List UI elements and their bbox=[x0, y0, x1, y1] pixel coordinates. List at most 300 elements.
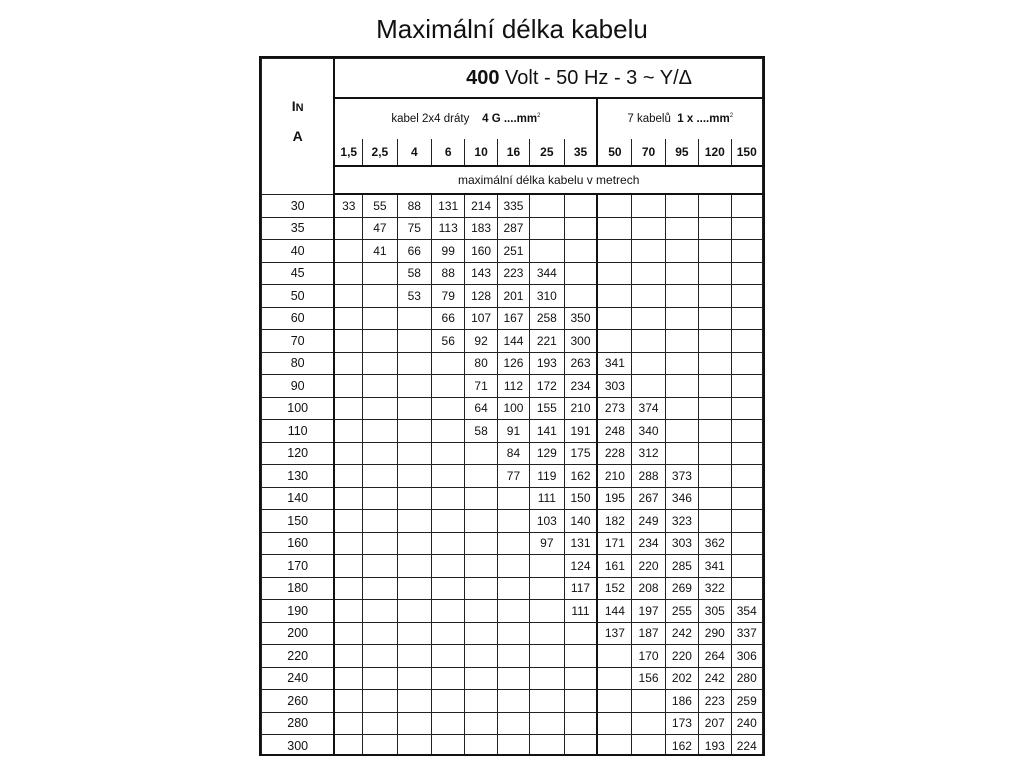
length-cell bbox=[363, 465, 397, 488]
length-cell bbox=[699, 375, 731, 398]
length-cell bbox=[632, 690, 665, 713]
length-cell: 92 bbox=[465, 330, 497, 353]
length-cell: 267 bbox=[632, 487, 665, 510]
current-cell: 110 bbox=[262, 420, 335, 443]
length-cell: 126 bbox=[497, 352, 529, 375]
length-cell bbox=[363, 712, 397, 735]
length-cell: 195 bbox=[597, 487, 631, 510]
page-title: Maximální délka kabelu bbox=[376, 14, 648, 44]
table-row bbox=[262, 600, 763, 623]
length-cell bbox=[363, 420, 397, 443]
length-cell: 124 bbox=[564, 555, 597, 578]
current-column-header bbox=[262, 59, 335, 195]
length-cell bbox=[731, 397, 763, 420]
table-row bbox=[262, 487, 763, 510]
length-cell: 228 bbox=[597, 442, 631, 465]
length-cell bbox=[731, 352, 763, 375]
length-cell: 303 bbox=[597, 375, 631, 398]
length-cell bbox=[530, 194, 564, 217]
length-cell bbox=[465, 622, 497, 645]
table-row bbox=[262, 240, 763, 263]
length-cell bbox=[397, 667, 431, 690]
gauge-header-cell: 1,5 bbox=[334, 139, 362, 166]
length-cell bbox=[432, 577, 465, 600]
length-cell: 201 bbox=[497, 285, 529, 308]
length-cell bbox=[530, 217, 564, 240]
length-cell: 170 bbox=[632, 645, 665, 668]
table-row bbox=[262, 307, 763, 330]
length-cell: 341 bbox=[597, 352, 631, 375]
length-cell: 162 bbox=[665, 735, 698, 757]
length-cell bbox=[699, 330, 731, 353]
length-cell bbox=[465, 442, 497, 465]
length-cell bbox=[465, 735, 497, 757]
length-cell: 335 bbox=[497, 194, 529, 217]
length-cell bbox=[699, 510, 731, 533]
length-cell bbox=[397, 735, 431, 757]
length-cell bbox=[731, 465, 763, 488]
length-cell bbox=[597, 307, 631, 330]
length-cell bbox=[334, 532, 362, 555]
length-cell bbox=[334, 622, 362, 645]
table-row bbox=[262, 712, 763, 735]
length-cell bbox=[731, 510, 763, 533]
gauge-header-cell: 35 bbox=[564, 139, 597, 166]
length-cell bbox=[564, 667, 597, 690]
length-cell bbox=[363, 735, 397, 757]
current-cell: 45 bbox=[262, 262, 335, 285]
length-cell bbox=[397, 645, 431, 668]
length-cell bbox=[497, 555, 529, 578]
length-cell bbox=[397, 555, 431, 578]
length-cell: 312 bbox=[632, 442, 665, 465]
length-cell bbox=[397, 352, 431, 375]
length-cell bbox=[334, 667, 362, 690]
length-cell bbox=[497, 487, 529, 510]
length-cell bbox=[530, 622, 564, 645]
length-cell: 221 bbox=[530, 330, 564, 353]
length-cell: 259 bbox=[731, 690, 763, 713]
length-cell bbox=[497, 667, 529, 690]
length-cell bbox=[564, 194, 597, 217]
length-cell: 66 bbox=[397, 240, 431, 263]
length-cell: 84 bbox=[497, 442, 529, 465]
length-cell: 100 bbox=[497, 397, 529, 420]
length-cell bbox=[699, 217, 731, 240]
current-cell: 180 bbox=[262, 577, 335, 600]
length-cell: 287 bbox=[497, 217, 529, 240]
group-header-7-cables bbox=[597, 98, 762, 139]
length-cell bbox=[632, 735, 665, 757]
length-cell: 305 bbox=[699, 600, 731, 623]
length-cell bbox=[334, 442, 362, 465]
length-cell bbox=[497, 532, 529, 555]
table-row bbox=[262, 667, 763, 690]
length-cell bbox=[465, 577, 497, 600]
length-cell: 140 bbox=[564, 510, 597, 533]
length-cell bbox=[731, 487, 763, 510]
current-cell: 70 bbox=[262, 330, 335, 353]
length-cell bbox=[497, 510, 529, 533]
length-cell bbox=[334, 510, 362, 533]
length-cell bbox=[334, 420, 362, 443]
length-cell bbox=[731, 307, 763, 330]
length-cell: 91 bbox=[497, 420, 529, 443]
length-cell: 144 bbox=[597, 600, 631, 623]
length-cell: 80 bbox=[465, 352, 497, 375]
length-cell bbox=[397, 600, 431, 623]
group1-label: kabel 2x4 dráty bbox=[391, 113, 470, 125]
length-cell bbox=[432, 397, 465, 420]
length-cell bbox=[597, 712, 631, 735]
length-cell bbox=[731, 420, 763, 443]
length-cell bbox=[363, 510, 397, 533]
length-cell bbox=[465, 712, 497, 735]
length-cell bbox=[334, 375, 362, 398]
length-cell: 173 bbox=[665, 712, 698, 735]
length-cell bbox=[699, 240, 731, 263]
length-cell: 58 bbox=[397, 262, 431, 285]
length-cell bbox=[530, 600, 564, 623]
gauge-header-cell: 120 bbox=[699, 139, 731, 166]
length-cell bbox=[699, 442, 731, 465]
length-cell bbox=[632, 262, 665, 285]
length-cell: 242 bbox=[665, 622, 698, 645]
current-cell: 100 bbox=[262, 397, 335, 420]
length-cell bbox=[597, 240, 631, 263]
table-row bbox=[262, 510, 763, 533]
length-cell: 224 bbox=[731, 735, 763, 757]
length-cell: 113 bbox=[432, 217, 465, 240]
length-cell: 290 bbox=[699, 622, 731, 645]
length-cell bbox=[397, 465, 431, 488]
length-cell bbox=[334, 465, 362, 488]
length-cell bbox=[665, 217, 698, 240]
length-cell bbox=[731, 194, 763, 217]
gauge-header-cell: 50 bbox=[597, 139, 631, 166]
length-cell: 53 bbox=[397, 285, 431, 308]
length-cell bbox=[432, 532, 465, 555]
table-row bbox=[262, 622, 763, 645]
length-cell bbox=[665, 397, 698, 420]
length-cell bbox=[564, 690, 597, 713]
length-cell bbox=[597, 262, 631, 285]
length-cell bbox=[363, 397, 397, 420]
gauge-header-cell: 4 bbox=[397, 139, 431, 166]
current-cell: 90 bbox=[262, 375, 335, 398]
length-cell bbox=[397, 420, 431, 443]
table-row bbox=[262, 555, 763, 578]
table-row bbox=[262, 352, 763, 375]
length-cell bbox=[665, 307, 698, 330]
length-cell bbox=[465, 465, 497, 488]
length-cell: 172 bbox=[530, 375, 564, 398]
current-subscript: N bbox=[295, 102, 304, 115]
length-cell: 141 bbox=[530, 420, 564, 443]
length-cell: 41 bbox=[363, 240, 397, 263]
length-cell: 161 bbox=[597, 555, 631, 578]
length-cell bbox=[665, 285, 698, 308]
length-cell: 75 bbox=[397, 217, 431, 240]
length-cell: 337 bbox=[731, 622, 763, 645]
length-cell bbox=[334, 307, 362, 330]
length-cell: 107 bbox=[465, 307, 497, 330]
length-cell: 373 bbox=[665, 465, 698, 488]
length-cell bbox=[731, 555, 763, 578]
table-row bbox=[262, 442, 763, 465]
length-cell bbox=[397, 397, 431, 420]
length-cell: 208 bbox=[632, 577, 665, 600]
length-cell bbox=[432, 712, 465, 735]
length-cell bbox=[731, 240, 763, 263]
length-cell: 306 bbox=[731, 645, 763, 668]
voltage-spec: Volt - 50 Hz - 3 ~ Y/Δ bbox=[499, 66, 692, 89]
length-cell: 210 bbox=[564, 397, 597, 420]
length-cell bbox=[334, 397, 362, 420]
length-cell bbox=[699, 465, 731, 488]
length-cell bbox=[597, 330, 631, 353]
length-cell bbox=[334, 600, 362, 623]
length-cell bbox=[497, 577, 529, 600]
length-cell bbox=[363, 330, 397, 353]
gauge-header-cell: 150 bbox=[731, 139, 763, 166]
length-cell: 240 bbox=[731, 712, 763, 735]
length-cell bbox=[465, 690, 497, 713]
group2-label: 7 kabelů bbox=[627, 113, 671, 125]
length-cell: 79 bbox=[432, 285, 465, 308]
length-cell bbox=[731, 330, 763, 353]
length-cell: 193 bbox=[530, 352, 564, 375]
length-cell bbox=[564, 735, 597, 757]
current-cell: 60 bbox=[262, 307, 335, 330]
gauge-header-cell: 25 bbox=[530, 139, 564, 166]
length-cell: 167 bbox=[497, 307, 529, 330]
length-cell bbox=[731, 285, 763, 308]
length-cell bbox=[397, 442, 431, 465]
length-cell: 300 bbox=[564, 330, 597, 353]
length-cell: 251 bbox=[497, 240, 529, 263]
length-cell: 280 bbox=[731, 667, 763, 690]
length-cell: 346 bbox=[665, 487, 698, 510]
length-cell bbox=[530, 735, 564, 757]
length-cell: 374 bbox=[632, 397, 665, 420]
length-cell bbox=[432, 690, 465, 713]
length-cell bbox=[363, 645, 397, 668]
length-cell bbox=[530, 577, 564, 600]
length-cell bbox=[597, 690, 631, 713]
length-cell: 187 bbox=[632, 622, 665, 645]
length-cell: 340 bbox=[632, 420, 665, 443]
current-cell: 40 bbox=[262, 240, 335, 263]
gauge-header-cell: 95 bbox=[665, 139, 698, 166]
group2-spec: 1 x ....mm bbox=[677, 113, 730, 125]
voltage-value: 400 bbox=[466, 66, 500, 89]
current-cell: 80 bbox=[262, 352, 335, 375]
length-cell: 128 bbox=[465, 285, 497, 308]
length-cell bbox=[334, 262, 362, 285]
current-symbol: I bbox=[291, 98, 296, 115]
length-cell bbox=[497, 712, 529, 735]
length-cell bbox=[397, 532, 431, 555]
group1-sup: 2 bbox=[537, 113, 541, 120]
length-cell bbox=[564, 285, 597, 308]
length-cell bbox=[432, 375, 465, 398]
length-cell bbox=[432, 510, 465, 533]
gauge-header-cell: 16 bbox=[497, 139, 529, 166]
length-cell bbox=[665, 330, 698, 353]
current-cell: 240 bbox=[262, 667, 335, 690]
length-cell bbox=[665, 442, 698, 465]
length-cell bbox=[497, 690, 529, 713]
length-cell: 255 bbox=[665, 600, 698, 623]
length-cell bbox=[530, 645, 564, 668]
length-cell bbox=[699, 420, 731, 443]
length-cell bbox=[432, 420, 465, 443]
table-row bbox=[262, 420, 763, 443]
length-cell: 66 bbox=[432, 307, 465, 330]
length-cell bbox=[363, 285, 397, 308]
length-cell bbox=[397, 577, 431, 600]
length-cell bbox=[530, 240, 564, 263]
length-cell bbox=[465, 645, 497, 668]
length-cell: 160 bbox=[465, 240, 497, 263]
length-cell bbox=[363, 487, 397, 510]
length-cell bbox=[432, 735, 465, 757]
length-cell: 207 bbox=[699, 712, 731, 735]
current-cell: 140 bbox=[262, 487, 335, 510]
table-row bbox=[262, 285, 763, 308]
length-cell: 182 bbox=[597, 510, 631, 533]
length-cell bbox=[632, 194, 665, 217]
length-cell: 350 bbox=[564, 307, 597, 330]
length-cell bbox=[363, 577, 397, 600]
length-cell bbox=[731, 217, 763, 240]
length-cell: 223 bbox=[497, 262, 529, 285]
length-cell bbox=[564, 622, 597, 645]
length-cell: 33 bbox=[334, 194, 362, 217]
gauge-header-cell: 10 bbox=[465, 139, 497, 166]
length-cell bbox=[397, 510, 431, 533]
length-cell bbox=[432, 487, 465, 510]
current-cell: 280 bbox=[262, 712, 335, 735]
length-cell: 162 bbox=[564, 465, 597, 488]
length-cell bbox=[363, 352, 397, 375]
cable-length-table bbox=[261, 58, 763, 756]
length-cell: 131 bbox=[564, 532, 597, 555]
length-cell: 191 bbox=[564, 420, 597, 443]
table-row bbox=[262, 397, 763, 420]
length-cell: 111 bbox=[530, 487, 564, 510]
length-cell bbox=[363, 375, 397, 398]
table-row bbox=[262, 465, 763, 488]
length-cell bbox=[363, 690, 397, 713]
length-cell: 71 bbox=[465, 375, 497, 398]
length-cell: 155 bbox=[530, 397, 564, 420]
length-cell bbox=[334, 645, 362, 668]
length-cell bbox=[465, 510, 497, 533]
length-cell bbox=[530, 712, 564, 735]
length-cell bbox=[699, 397, 731, 420]
current-cell: 160 bbox=[262, 532, 335, 555]
length-cell bbox=[334, 217, 362, 240]
length-cell bbox=[334, 690, 362, 713]
length-cell: 186 bbox=[665, 690, 698, 713]
length-cell bbox=[465, 667, 497, 690]
length-cell bbox=[432, 352, 465, 375]
length-cell: 285 bbox=[665, 555, 698, 578]
length-cell bbox=[432, 465, 465, 488]
length-cell: 344 bbox=[530, 262, 564, 285]
length-cell bbox=[334, 555, 362, 578]
length-cell: 197 bbox=[632, 600, 665, 623]
length-cell: 117 bbox=[564, 577, 597, 600]
length-cell: 220 bbox=[665, 645, 698, 668]
length-cell: 183 bbox=[465, 217, 497, 240]
length-cell bbox=[632, 285, 665, 308]
length-cell bbox=[334, 352, 362, 375]
length-cell bbox=[632, 375, 665, 398]
length-cell bbox=[497, 645, 529, 668]
length-cell bbox=[564, 217, 597, 240]
length-cell bbox=[731, 375, 763, 398]
length-cell bbox=[363, 532, 397, 555]
length-cell bbox=[632, 217, 665, 240]
length-cell: 171 bbox=[597, 532, 631, 555]
length-cell bbox=[731, 532, 763, 555]
length-cell bbox=[699, 262, 731, 285]
length-cell bbox=[665, 352, 698, 375]
current-cell: 130 bbox=[262, 465, 335, 488]
length-cell bbox=[497, 600, 529, 623]
length-cell: 210 bbox=[597, 465, 631, 488]
group-header-2x4 bbox=[334, 98, 597, 139]
length-cell bbox=[632, 352, 665, 375]
length-cell bbox=[699, 194, 731, 217]
current-cell: 50 bbox=[262, 285, 335, 308]
length-cell bbox=[334, 487, 362, 510]
length-cell bbox=[731, 442, 763, 465]
length-cell bbox=[564, 240, 597, 263]
length-cell bbox=[465, 487, 497, 510]
length-cell bbox=[432, 600, 465, 623]
length-cell: 248 bbox=[597, 420, 631, 443]
length-cell: 341 bbox=[699, 555, 731, 578]
length-cell bbox=[731, 262, 763, 285]
length-cell bbox=[334, 330, 362, 353]
length-cell: 323 bbox=[665, 510, 698, 533]
length-cell bbox=[334, 712, 362, 735]
length-cell bbox=[665, 262, 698, 285]
length-cell bbox=[665, 375, 698, 398]
length-cell bbox=[432, 622, 465, 645]
group2-sup: 2 bbox=[729, 113, 734, 120]
length-cell bbox=[699, 487, 731, 510]
length-cell: 258 bbox=[530, 307, 564, 330]
length-cell: 288 bbox=[632, 465, 665, 488]
length-cell: 322 bbox=[699, 577, 731, 600]
table-row bbox=[262, 330, 763, 353]
length-cell: 214 bbox=[465, 194, 497, 217]
length-cell bbox=[363, 555, 397, 578]
length-cell: 103 bbox=[530, 510, 564, 533]
length-cell bbox=[363, 307, 397, 330]
length-cell: 131 bbox=[432, 194, 465, 217]
current-cell: 35 bbox=[262, 217, 335, 240]
length-cell bbox=[564, 645, 597, 668]
length-cell: 129 bbox=[530, 442, 564, 465]
length-cell bbox=[432, 667, 465, 690]
length-cell bbox=[363, 262, 397, 285]
